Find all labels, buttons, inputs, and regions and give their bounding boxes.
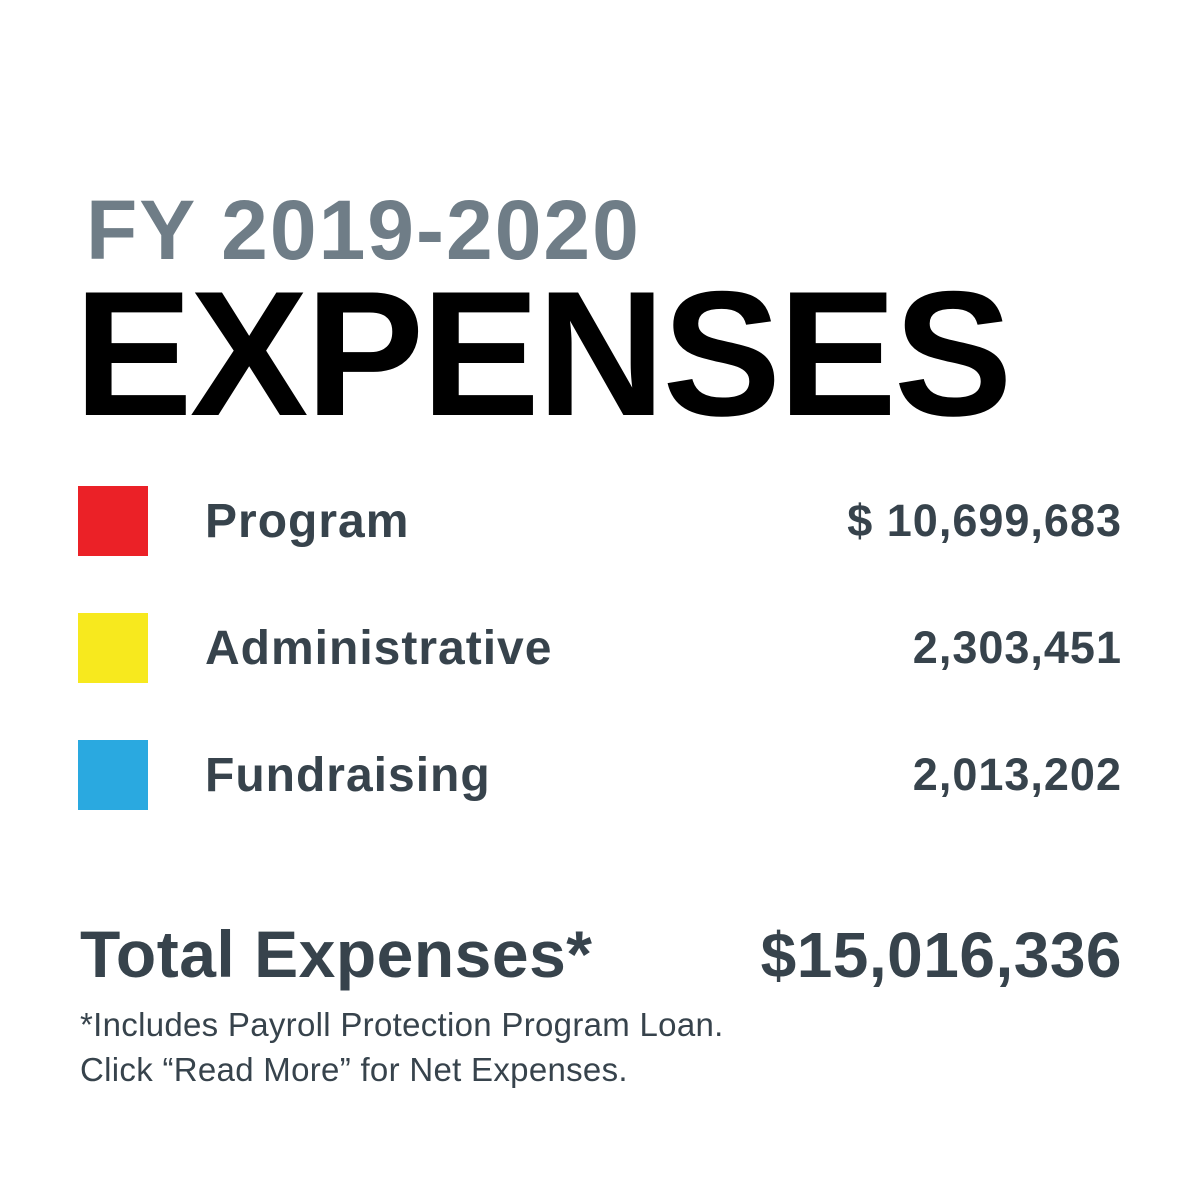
administrative-color-swatch	[78, 613, 148, 683]
total-expenses-value: $15,016,336	[760, 919, 1122, 991]
total-expenses-row	[80, 916, 1122, 992]
administrative-label: Administrative	[205, 621, 553, 675]
legend-row-program	[78, 486, 1122, 556]
legend-row-administrative	[78, 613, 1122, 683]
footnote	[80, 1002, 724, 1092]
footnote-line-1: *Includes Payroll Protection Program Loan.	[80, 1006, 724, 1043]
fiscal-year-label: FY 2019-2020	[86, 183, 641, 277]
page-title: EXPENSES	[74, 254, 1010, 453]
fundraising-value: 2,013,202	[912, 749, 1122, 800]
legend-row-fundraising	[78, 740, 1122, 810]
program-label: Program	[205, 494, 410, 548]
administrative-value: 2,303,451	[912, 622, 1122, 673]
total-expenses-label: Total Expenses*	[80, 917, 593, 991]
fundraising-label: Fundraising	[205, 748, 491, 802]
program-color-swatch	[78, 486, 148, 556]
footnote-line-2: Click “Read More” for Net Expenses.	[80, 1051, 628, 1089]
program-value: $ 10,699,683	[847, 495, 1122, 546]
fundraising-color-swatch	[78, 740, 148, 810]
